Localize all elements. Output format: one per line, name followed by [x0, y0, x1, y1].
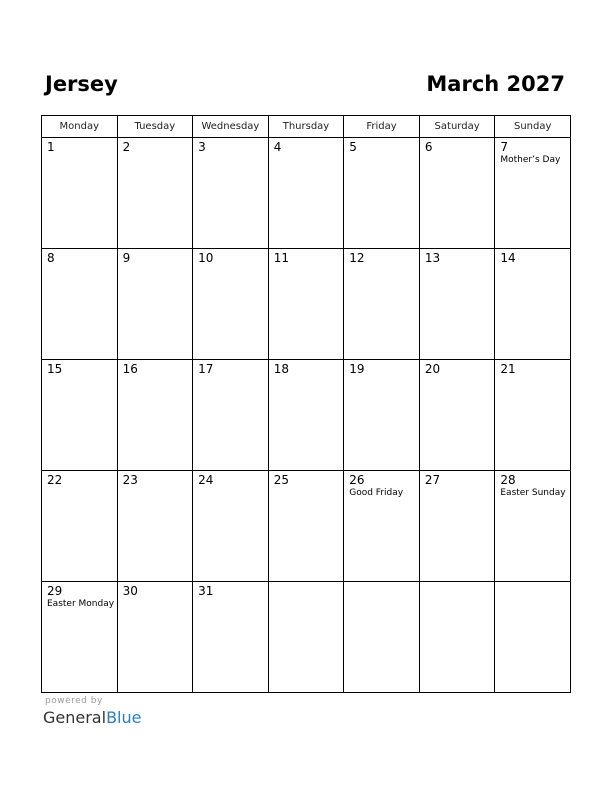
day-number: 7	[500, 140, 509, 154]
day-number: 22	[47, 473, 63, 487]
day-number	[495, 582, 570, 584]
day-cell[interactable]	[419, 471, 495, 582]
calendar-week-row	[42, 138, 571, 249]
day-cell[interactable]	[42, 471, 118, 582]
holiday-label: Easter Monday	[47, 599, 115, 609]
day-number: 24	[198, 473, 214, 487]
weekday-header: Tuesday	[117, 116, 193, 138]
day-cell[interactable]	[268, 360, 344, 471]
weekday-header-row	[42, 116, 571, 138]
day-cell[interactable]	[193, 471, 269, 582]
day-number: 15	[47, 362, 63, 376]
day-number: 14	[500, 251, 516, 265]
calendar-week-row	[42, 471, 571, 582]
day-number: 16	[122, 362, 138, 376]
day-number: 9	[122, 251, 131, 265]
day-number: 26	[349, 473, 365, 487]
day-cell[interactable]	[268, 471, 344, 582]
day-number: 5	[349, 140, 357, 154]
day-cell[interactable]	[193, 249, 269, 360]
day-cell	[344, 582, 420, 693]
holiday-label: Easter Sunday	[500, 488, 566, 498]
day-number: 6	[424, 140, 433, 154]
calendar-week-row	[42, 360, 571, 471]
day-number: 3	[198, 140, 206, 154]
day-cell[interactable]	[117, 360, 193, 471]
region-title: Jersey	[45, 72, 118, 96]
day-cell[interactable]	[193, 138, 269, 249]
brand-logo-general: General	[43, 708, 107, 727]
brand-logo[interactable]	[43, 708, 141, 728]
weekday-header: Thursday	[268, 116, 344, 138]
day-number: 30	[122, 584, 138, 598]
brand-logo-blue: Blue	[106, 708, 142, 727]
day-number: 1	[47, 140, 55, 154]
day-number: 12	[349, 251, 365, 265]
day-cell[interactable]	[117, 582, 193, 693]
day-cell[interactable]	[42, 138, 118, 249]
day-number: 11	[273, 251, 289, 265]
calendar-grid	[41, 115, 571, 693]
day-number: 29	[47, 584, 63, 598]
day-cell	[495, 582, 571, 693]
day-number	[344, 582, 419, 584]
day-cell[interactable]	[117, 249, 193, 360]
weekday-header: Wednesday	[193, 116, 269, 138]
holiday-label: Good Friday	[349, 488, 404, 498]
powered-by-label: powered by	[45, 696, 103, 706]
day-cell	[419, 582, 495, 693]
day-number: 27	[424, 473, 441, 487]
day-cell[interactable]	[495, 360, 571, 471]
day-cell[interactable]	[268, 138, 344, 249]
day-cell[interactable]	[42, 249, 118, 360]
day-number: 23	[122, 473, 138, 487]
day-number	[420, 582, 495, 584]
day-number: 8	[47, 251, 55, 265]
calendar-week-row	[42, 582, 571, 693]
day-cell[interactable]	[495, 249, 571, 360]
day-number: 25	[273, 473, 289, 487]
day-number: 20	[424, 362, 441, 376]
calendar-weeks	[42, 138, 571, 693]
day-cell[interactable]	[419, 138, 495, 249]
day-cell[interactable]	[42, 360, 118, 471]
weekday-header: Friday	[344, 116, 420, 138]
day-number: 21	[500, 362, 516, 376]
day-cell[interactable]	[419, 360, 495, 471]
weekday-header: Sunday	[495, 116, 571, 138]
day-cell[interactable]	[193, 582, 269, 693]
day-cell[interactable]	[495, 471, 571, 582]
day-number: 31	[198, 584, 214, 598]
day-cell[interactable]	[495, 138, 571, 249]
weekday-header: Monday	[42, 116, 118, 138]
day-number: 18	[273, 362, 289, 376]
day-cell[interactable]	[419, 249, 495, 360]
weekday-header: Saturday	[419, 116, 495, 138]
month-title: March 2027	[426, 72, 565, 96]
day-cell[interactable]	[344, 471, 420, 582]
day-cell[interactable]	[344, 360, 420, 471]
day-number: 17	[198, 362, 214, 376]
day-number: 4	[273, 140, 282, 154]
day-cell[interactable]	[117, 471, 193, 582]
day-number: 10	[198, 251, 214, 265]
day-cell[interactable]	[344, 138, 420, 249]
calendar-week-row	[42, 249, 571, 360]
day-number: 28	[500, 473, 516, 487]
day-cell[interactable]	[193, 360, 269, 471]
day-number	[269, 582, 344, 584]
day-cell[interactable]	[344, 249, 420, 360]
day-number: 19	[349, 362, 365, 376]
day-cell	[268, 582, 344, 693]
day-cell[interactable]	[268, 249, 344, 360]
brand-footer	[43, 696, 141, 728]
day-cell[interactable]	[42, 582, 118, 693]
day-number: 13	[424, 251, 441, 265]
day-number: 2	[122, 140, 131, 154]
holiday-label: Mother’s Day	[500, 155, 561, 165]
day-cell[interactable]	[117, 138, 193, 249]
